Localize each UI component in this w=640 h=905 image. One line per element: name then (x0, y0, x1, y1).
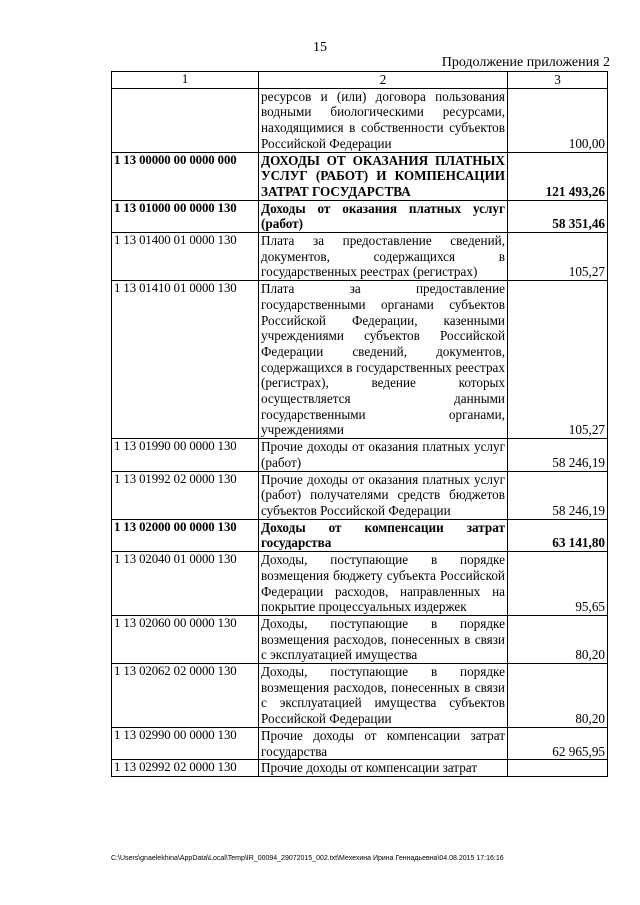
table-row (112, 615, 608, 663)
code-cell: 1 13 02060 00 0000 130 (112, 615, 259, 663)
amount-cell: 62 965,95 (508, 727, 608, 759)
table-row (112, 760, 608, 777)
name-cell: Доходы от оказания платных услуг (работ) (259, 200, 508, 232)
code-cell: 1 13 01990 00 0000 130 (112, 439, 259, 471)
table-row (112, 281, 608, 439)
code-cell: 1 13 01410 01 0000 130 (112, 281, 259, 439)
code-cell: 1 13 01400 01 0000 130 (112, 233, 259, 281)
table-row (112, 152, 608, 200)
name-cell: ресурсов и (или) договора пользования водными биологическими ресурсами, находящимися в собственности субъектов Российской Федерации (259, 88, 508, 152)
code-cell: 1 13 01992 02 0000 130 (112, 471, 259, 519)
table-body (112, 88, 608, 776)
table-row (112, 727, 608, 759)
code-cell (112, 88, 259, 152)
amount-cell: 80,20 (508, 615, 608, 663)
table-row (112, 519, 608, 551)
header-col-2: 2 (259, 72, 508, 89)
code-cell: 1 13 01000 00 0000 130 (112, 200, 259, 232)
amount-cell: 105,27 (508, 233, 608, 281)
table-row (112, 200, 608, 232)
code-cell: 1 13 02040 01 0000 130 (112, 552, 259, 616)
page-number: 15 (313, 40, 327, 55)
name-cell: Плата за предоставление сведений, документов, содержащихся в государственных реестрах (регистрах) (259, 233, 508, 281)
name-cell: Плата за предоставление государственными органами субъектов Российской Федерации, казенными учреждениями субъектов Российской Федерации сведений, документов, содержащихся в государственных реестрах (регистрах), ведение которых осуществляется данными государственными органами, учреждениями (259, 281, 508, 439)
table-row (112, 664, 608, 728)
header-col-3: 3 (508, 72, 608, 89)
amount-cell (508, 760, 608, 777)
amount-cell: 80,20 (508, 664, 608, 728)
code-cell: 1 13 02992 02 0000 130 (112, 760, 259, 777)
table-row (112, 88, 608, 152)
amount-cell: 105,27 (508, 281, 608, 439)
amount-cell: 58 351,46 (508, 200, 608, 232)
amount-cell: 100,00 (508, 88, 608, 152)
name-cell: Прочие доходы от оказания платных услуг (работ) получателями средств бюджетов субъектов Российской Федерации (259, 471, 508, 519)
name-cell: Доходы от компенсации затрат государства (259, 519, 508, 551)
name-cell: Доходы, поступающие в порядке возмещения бюджету субъекта Российской Федерации расходов, направленных на покрытие процессуальных издержек (259, 552, 508, 616)
table-row (112, 233, 608, 281)
revenue-table (111, 71, 608, 777)
continuation-label: Продолжение приложения 2 (441, 55, 610, 70)
table-row (112, 439, 608, 471)
name-cell: Доходы, поступающие в порядке возмещения расходов, понесенных в связи с эксплуатацией имущества (259, 615, 508, 663)
header-col-1: 1 (112, 72, 259, 89)
file-path-footer: C:\Users\gnaelekhina\AppData\Local\Temp\IR_00094_29072015_002.txt\Мехехина Ирина Геннадьевна\04.08.2015 17:16:16 (111, 855, 504, 862)
table-row (112, 552, 608, 616)
table-row (112, 471, 608, 519)
name-cell: Прочие доходы от компенсации затрат (259, 760, 508, 777)
amount-cell: 95,65 (508, 552, 608, 616)
name-cell: Прочие доходы от оказания платных услуг (работ) (259, 439, 508, 471)
table-header-row (112, 72, 608, 89)
name-cell: Доходы, поступающие в порядке возмещения расходов, понесенных в связи с эксплуатацией имущества субъектов Российской Федерации (259, 664, 508, 728)
amount-cell: 121 493,26 (508, 152, 608, 200)
code-cell: 1 13 00000 00 0000 000 (112, 152, 259, 200)
amount-cell: 58 246,19 (508, 439, 608, 471)
code-cell: 1 13 02000 00 0000 130 (112, 519, 259, 551)
amount-cell: 63 141,80 (508, 519, 608, 551)
name-cell: ДОХОДЫ ОТ ОКАЗАНИЯ ПЛАТНЫХ УСЛУГ (РАБОТ) И КОМПЕНСАЦИИ ЗАТРАТ ГОСУДАРСТВА (259, 152, 508, 200)
code-cell: 1 13 02062 02 0000 130 (112, 664, 259, 728)
amount-cell: 58 246,19 (508, 471, 608, 519)
name-cell: Прочие доходы от компенсации затрат государства (259, 727, 508, 759)
code-cell: 1 13 02990 00 0000 130 (112, 727, 259, 759)
